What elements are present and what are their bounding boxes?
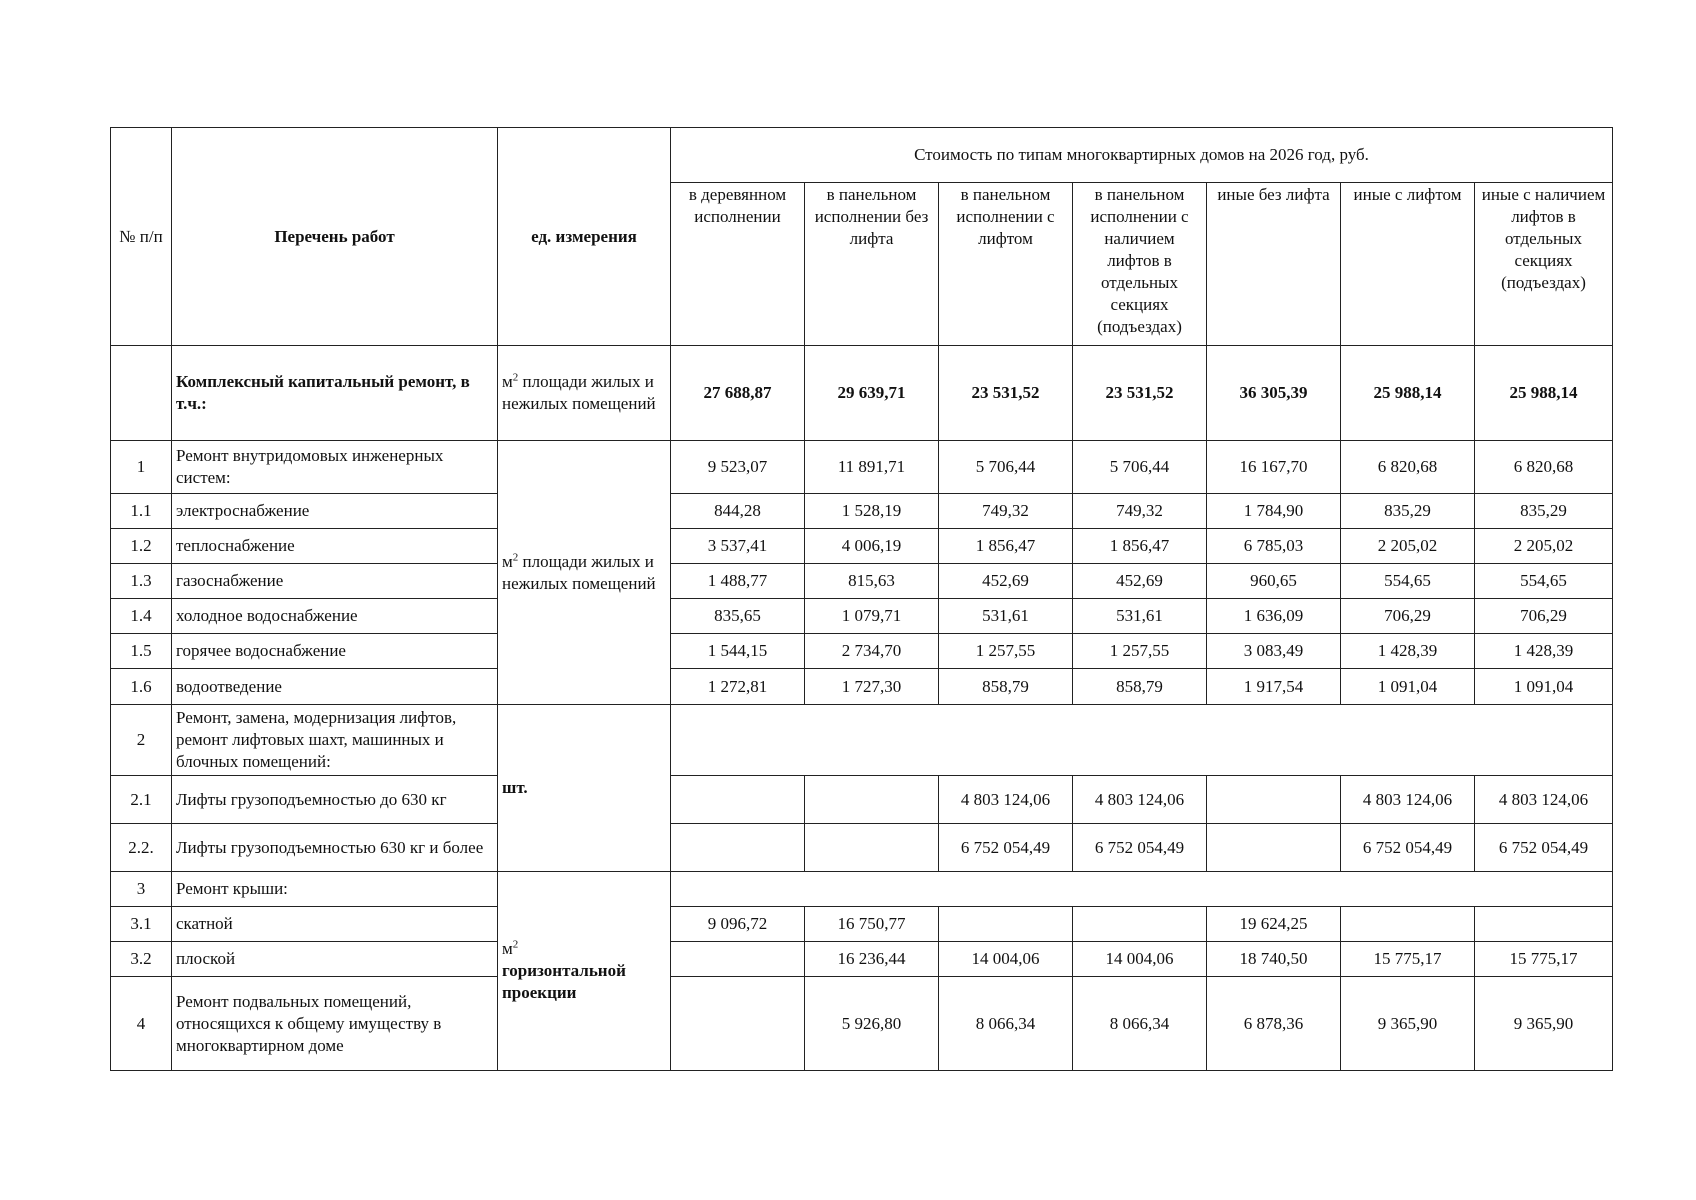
cell-value: 16 236,44 [805, 942, 939, 977]
row-num: 1 [111, 441, 172, 494]
cell-value: 6 878,36 [1207, 977, 1341, 1071]
cell-value: 815,63 [805, 564, 939, 599]
cell-value: 2 734,70 [805, 634, 939, 669]
table-row [111, 824, 1613, 872]
row-unit: $м^2$ горизонтальной проекции [498, 872, 671, 1071]
row-name: Ремонт внутридомовых инженерных систем: [172, 441, 498, 494]
row-num: 1.2 [111, 529, 172, 564]
cell-value: 8 066,34 [1073, 977, 1207, 1071]
cell-value: 1 079,71 [805, 599, 939, 634]
row-name: газоснабжение [172, 564, 498, 599]
cell-value: 16 167,70 [1207, 441, 1341, 494]
row-name: теплоснабжение [172, 529, 498, 564]
cell-value [1475, 907, 1613, 942]
header-type-panel-lift: в панельном исполнении с лифтом [939, 183, 1073, 346]
row-name: Ремонт подвальных помещений, относящихся к общему имуществу в многоквартирном доме [172, 977, 498, 1071]
cell-value [1073, 907, 1207, 942]
cell-value: 1 917,54 [1207, 669, 1341, 705]
cell-value: 14 004,06 [1073, 942, 1207, 977]
cell-value: 1 856,47 [939, 529, 1073, 564]
cell-value: 835,29 [1475, 494, 1613, 529]
row-name: Лифты грузоподъемностью до 630 кг [172, 776, 498, 824]
row-unit: $м^2$ площади жилых и нежилых помещений [498, 441, 671, 705]
header-unit: ед. измерения [498, 128, 671, 346]
cell-value: 36 305,39 [1207, 346, 1341, 441]
cell-value [805, 824, 939, 872]
cell-value: 8 066,34 [939, 977, 1073, 1071]
cell-value: 18 740,50 [1207, 942, 1341, 977]
cell-value: 554,65 [1341, 564, 1475, 599]
cell-value [1341, 907, 1475, 942]
cell-value: 27 688,87 [671, 346, 805, 441]
cell-value: 531,61 [939, 599, 1073, 634]
cell-value: 14 004,06 [939, 942, 1073, 977]
row-num: 3 [111, 872, 172, 907]
cell-value: 1 428,39 [1475, 634, 1613, 669]
cell-value: 6 820,68 [1341, 441, 1475, 494]
table-row [111, 705, 1613, 776]
header-type-other-lift: иные с лифтом [1341, 183, 1475, 346]
header-type-panel-no-lift: в панельном исполнении без лифта [805, 183, 939, 346]
cell-value: 2 205,02 [1341, 529, 1475, 564]
row-num: 1.3 [111, 564, 172, 599]
cell-value: 835,29 [1341, 494, 1475, 529]
cell-value: 2 205,02 [1475, 529, 1613, 564]
row-num: 3.2 [111, 942, 172, 977]
cell-value [671, 824, 805, 872]
table-row [111, 634, 1613, 669]
cell-value: 6 752 054,49 [1341, 824, 1475, 872]
cell-value: 835,65 [671, 599, 805, 634]
row-unit: $м^2$ площади жилых и нежилых помещений [498, 346, 671, 441]
row-name: горячее водоснабжение [172, 634, 498, 669]
cell-value: 3 537,41 [671, 529, 805, 564]
table-row [111, 441, 1613, 494]
row-name: Ремонт крыши: [172, 872, 498, 907]
cell-value: 25 988,14 [1341, 346, 1475, 441]
table-row [111, 599, 1613, 634]
table-row [111, 529, 1613, 564]
table-row [111, 669, 1613, 705]
row-num: 2.2. [111, 824, 172, 872]
row-name: плоской [172, 942, 498, 977]
empty-span-cell [671, 705, 1613, 776]
row-name: водоотведение [172, 669, 498, 705]
cell-value: 9 365,90 [1341, 977, 1475, 1071]
cell-value: 25 988,14 [1475, 346, 1613, 441]
table-row [111, 907, 1613, 942]
row-name: электроснабжение [172, 494, 498, 529]
cell-value: 6 752 054,49 [1073, 824, 1207, 872]
cell-value: 15 775,17 [1341, 942, 1475, 977]
header-type-wooden: в деревянном исполнении [671, 183, 805, 346]
row-num: 3.1 [111, 907, 172, 942]
cost-table [110, 127, 1613, 1071]
cell-value: 1 091,04 [1475, 669, 1613, 705]
cell-value: 452,69 [939, 564, 1073, 599]
row-num: 4 [111, 977, 172, 1071]
cell-value: 23 531,52 [939, 346, 1073, 441]
header-type-other-sections: иные с наличием лифтов в отдельных секциях (подъездах) [1475, 183, 1613, 346]
cell-value: 4 803 124,06 [1341, 776, 1475, 824]
cell-value: 16 750,77 [805, 907, 939, 942]
cell-value: 531,61 [1073, 599, 1207, 634]
header-num: № п/п [111, 128, 172, 346]
cell-value: 1 727,30 [805, 669, 939, 705]
row-num [111, 346, 172, 441]
cell-value: 5 706,44 [1073, 441, 1207, 494]
cell-value: 9 096,72 [671, 907, 805, 942]
cell-value: 452,69 [1073, 564, 1207, 599]
row-name: Комплексный капитальный ремонт, в т.ч.: [172, 346, 498, 441]
cell-value: 4 803 124,06 [1475, 776, 1613, 824]
cell-value: 6 752 054,49 [939, 824, 1073, 872]
row-num: 1.6 [111, 669, 172, 705]
cell-value: 1 784,90 [1207, 494, 1341, 529]
cell-value [939, 907, 1073, 942]
cell-value: 960,65 [1207, 564, 1341, 599]
row-name: Лифты грузоподъемностью 630 кг и более [172, 824, 498, 872]
cell-value [1207, 776, 1341, 824]
row-name: Ремонт, замена, модернизация лифтов, ремонт лифтовых шахт, машинных и блочных помещений: [172, 705, 498, 776]
cell-value: 749,32 [939, 494, 1073, 529]
cell-value: 4 803 124,06 [939, 776, 1073, 824]
row-unit: шт. [498, 705, 671, 872]
row-num: 2.1 [111, 776, 172, 824]
cell-value [671, 977, 805, 1071]
cell-value: 1 636,09 [1207, 599, 1341, 634]
cell-value: 5 926,80 [805, 977, 939, 1071]
cell-value: 19 624,25 [1207, 907, 1341, 942]
table-row [111, 942, 1613, 977]
cell-value: 1 528,19 [805, 494, 939, 529]
cell-value: 1 428,39 [1341, 634, 1475, 669]
header-type-other-no-lift: иные без лифта [1207, 183, 1341, 346]
cell-value: 1 257,55 [1073, 634, 1207, 669]
header-type-panel-sections: в панельном исполнении с наличием лифтов в отдельных секциях (подъездах) [1073, 183, 1207, 346]
header-cost-group: Стоимость по типам многоквартирных домов на 2026 год, руб. [671, 128, 1613, 183]
row-name: холодное водоснабжение [172, 599, 498, 634]
row-num: 1.1 [111, 494, 172, 529]
cell-value: 23 531,52 [1073, 346, 1207, 441]
cell-value: 1 091,04 [1341, 669, 1475, 705]
table-row [111, 776, 1613, 824]
cell-value: 858,79 [1073, 669, 1207, 705]
cell-value: 858,79 [939, 669, 1073, 705]
row-num: 1.4 [111, 599, 172, 634]
table-row [111, 494, 1613, 529]
cell-value: 15 775,17 [1475, 942, 1613, 977]
empty-span-cell [671, 872, 1613, 907]
cell-value: 9 523,07 [671, 441, 805, 494]
cell-value: 5 706,44 [939, 441, 1073, 494]
cell-value: 554,65 [1475, 564, 1613, 599]
cell-value: 706,29 [1475, 599, 1613, 634]
cell-value: 9 365,90 [1475, 977, 1613, 1071]
cell-value: 1 488,77 [671, 564, 805, 599]
cell-value: 29 639,71 [805, 346, 939, 441]
cell-value: 6 820,68 [1475, 441, 1613, 494]
cell-value [1207, 824, 1341, 872]
cell-value: 11 891,71 [805, 441, 939, 494]
table-row [111, 346, 1613, 441]
row-num: 2 [111, 705, 172, 776]
header-works: Перечень работ [172, 128, 498, 346]
cell-value: 1 544,15 [671, 634, 805, 669]
cell-value: 706,29 [1341, 599, 1475, 634]
cell-value: 1 257,55 [939, 634, 1073, 669]
cell-value: 844,28 [671, 494, 805, 529]
cell-value: 3 083,49 [1207, 634, 1341, 669]
table-row [111, 977, 1613, 1071]
cell-value [671, 942, 805, 977]
cell-value: 4 006,19 [805, 529, 939, 564]
cell-value: 6 785,03 [1207, 529, 1341, 564]
table-row [111, 872, 1613, 907]
table-row [111, 564, 1613, 599]
cell-value: 1 856,47 [1073, 529, 1207, 564]
cell-value [805, 776, 939, 824]
cell-value: 749,32 [1073, 494, 1207, 529]
row-name: скатной [172, 907, 498, 942]
row-num: 1.5 [111, 634, 172, 669]
cell-value: 4 803 124,06 [1073, 776, 1207, 824]
cell-value: 1 272,81 [671, 669, 805, 705]
cell-value [671, 776, 805, 824]
cell-value: 6 752 054,49 [1475, 824, 1613, 872]
